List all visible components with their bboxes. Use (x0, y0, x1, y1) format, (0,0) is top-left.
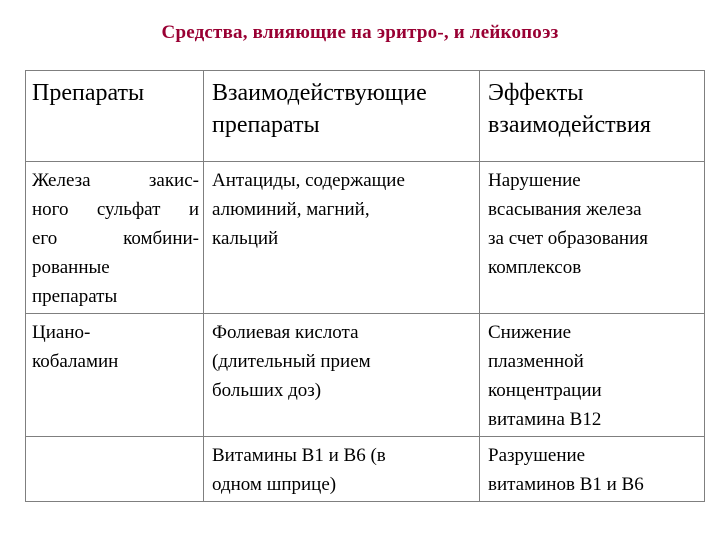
cell-line: алюминий, магний, (212, 199, 370, 220)
cell-line: за счет образования (488, 228, 649, 249)
interacting-cell (204, 314, 480, 437)
cell-line: Снижение (488, 322, 572, 343)
cell-line: плазменной (488, 351, 584, 372)
cell-line: Витамины В1 и В6 (в (212, 445, 386, 466)
header-line: взаимодействия (488, 112, 651, 138)
header-line: Взаимодействующие (212, 80, 427, 106)
cell-line: Нарушение (488, 170, 581, 191)
interacting-cell (204, 437, 480, 502)
header-line: препараты (212, 112, 320, 138)
cell-line: витамина В12 (488, 409, 602, 430)
table-row (26, 162, 705, 314)
cell-line: его комбини- (32, 228, 199, 249)
effect-cell (480, 162, 705, 314)
cell-line: кальций (212, 228, 279, 249)
cell-line: витаминов В1 и В6 (488, 474, 644, 495)
cell-line: Антациды, содержащие (212, 170, 405, 191)
cell-line: Железа закис- (32, 170, 199, 191)
header-cell-effects (480, 71, 705, 162)
effect-cell (480, 437, 705, 502)
cell-line: больших доз) (212, 380, 322, 401)
cell-line: одном шприце) (212, 474, 337, 495)
drug-cell (26, 314, 204, 437)
cell-line: Циано- (32, 322, 91, 343)
cell-line: концентрации (488, 380, 602, 401)
interaction-table (25, 70, 705, 502)
header-line: Препараты (32, 80, 145, 106)
drug-cell-empty (26, 437, 204, 502)
table-header-row (26, 71, 705, 162)
drug-cell (26, 162, 204, 314)
cell-line: рованные (32, 257, 110, 278)
table-row (26, 314, 705, 437)
cell-line: ного сульфат и (32, 199, 199, 220)
header-cell-drugs (26, 71, 204, 162)
interacting-cell (204, 162, 480, 314)
cell-line: комплексов (488, 257, 582, 278)
header-cell-interacting (204, 71, 480, 162)
page-title: Средства, влияющие на эритро-, и лейкопоэз (161, 22, 559, 43)
header-line: Эффекты (488, 80, 584, 106)
cell-line: Разрушение (488, 445, 586, 466)
cell-line: (длительный прием (212, 351, 371, 372)
cell-line: всасывания железа (488, 199, 642, 220)
table-row (26, 437, 705, 502)
effect-cell (480, 314, 705, 437)
cell-line: препараты (32, 286, 118, 307)
cell-line: Фолиевая кислота (212, 322, 359, 343)
cell-line: кобаламин (32, 351, 119, 372)
